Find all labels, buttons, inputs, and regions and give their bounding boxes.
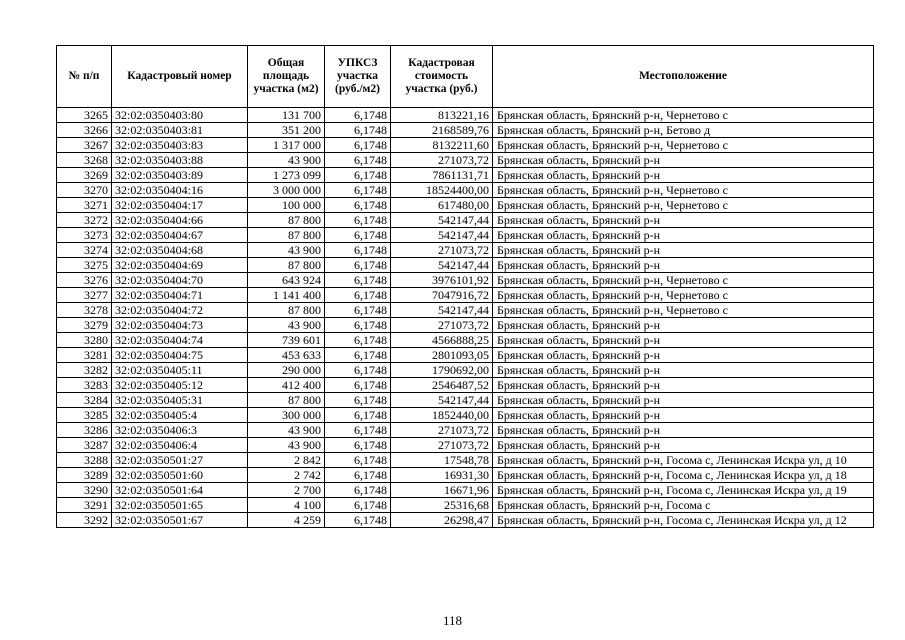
cadastral-value: 16671,96 — [391, 483, 493, 498]
row-number: 3275 — [57, 258, 112, 273]
table-row — [57, 228, 874, 243]
row-number: 3292 — [57, 513, 112, 528]
area-value: 87 800 — [248, 228, 325, 243]
row-number: 3285 — [57, 408, 112, 423]
table-row — [57, 153, 874, 168]
location: Брянская область, Брянский р-н — [493, 228, 874, 243]
cadastral-number: 32:02:0350404:69 — [112, 258, 248, 273]
table-row — [57, 348, 874, 363]
cadastral-value: 1790692,00 — [391, 363, 493, 378]
row-number: 3277 — [57, 288, 112, 303]
location: Брянская область, Брянский р-н — [493, 153, 874, 168]
area-value: 4 259 — [248, 513, 325, 528]
area-value: 43 900 — [248, 423, 325, 438]
row-number: 3267 — [57, 138, 112, 153]
table-row — [57, 483, 874, 498]
row-number: 3286 — [57, 423, 112, 438]
area-value: 100 000 — [248, 198, 325, 213]
header-area: Общая площадь участка (м2) — [248, 46, 325, 108]
location: Брянская область, Брянский р-н — [493, 243, 874, 258]
upksz-value: 6,1748 — [325, 123, 391, 138]
area-value: 2 842 — [248, 453, 325, 468]
cadastral-value: 17548,78 — [391, 453, 493, 468]
cadastral-value: 542147,44 — [391, 258, 493, 273]
row-number: 3278 — [57, 303, 112, 318]
header-location: Местоположение — [493, 46, 874, 108]
table-row — [57, 183, 874, 198]
area-value: 43 900 — [248, 318, 325, 333]
row-number: 3290 — [57, 483, 112, 498]
upksz-value: 6,1748 — [325, 333, 391, 348]
upksz-value: 6,1748 — [325, 408, 391, 423]
location: Брянская область, Брянский р-н — [493, 333, 874, 348]
upksz-value: 6,1748 — [325, 153, 391, 168]
row-number: 3281 — [57, 348, 112, 363]
location: Брянская область, Брянский р-н, Чернетово с — [493, 198, 874, 213]
location: Брянская область, Брянский р-н, Госома с — [493, 498, 874, 513]
upksz-value: 6,1748 — [325, 423, 391, 438]
area-value: 1 273 099 — [248, 168, 325, 183]
table-row — [57, 468, 874, 483]
area-value: 43 900 — [248, 153, 325, 168]
upksz-value: 6,1748 — [325, 393, 391, 408]
cadastral-value: 542147,44 — [391, 213, 493, 228]
cadastral-value: 271073,72 — [391, 423, 493, 438]
table-row — [57, 303, 874, 318]
upksz-value: 6,1748 — [325, 198, 391, 213]
cadastral-number: 32:02:0350403:88 — [112, 153, 248, 168]
upksz-value: 6,1748 — [325, 348, 391, 363]
location: Брянская область, Брянский р-н — [493, 378, 874, 393]
cadastral-value: 617480,00 — [391, 198, 493, 213]
upksz-value: 6,1748 — [325, 183, 391, 198]
location: Брянская область, Брянский р-н, Госома с, Ленинская Искра ул, д 12 — [493, 513, 874, 528]
row-number: 3268 — [57, 153, 112, 168]
location: Брянская область, Брянский р-н, Чернетово с — [493, 183, 874, 198]
row-number: 3266 — [57, 123, 112, 138]
row-number: 3274 — [57, 243, 112, 258]
upksz-value: 6,1748 — [325, 108, 391, 123]
cadastral-value: 8132211,60 — [391, 138, 493, 153]
upksz-value: 6,1748 — [325, 513, 391, 528]
table-row — [57, 273, 874, 288]
location: Брянская область, Брянский р-н — [493, 258, 874, 273]
upksz-value: 6,1748 — [325, 288, 391, 303]
location: Брянская область, Брянский р-н, Госома с, Ленинская Искра ул, д 18 — [493, 468, 874, 483]
area-value: 2 742 — [248, 468, 325, 483]
table-row — [57, 198, 874, 213]
cadastral-number: 32:02:0350501:65 — [112, 498, 248, 513]
upksz-value: 6,1748 — [325, 273, 391, 288]
cadastral-number: 32:02:0350405:12 — [112, 378, 248, 393]
upksz-value: 6,1748 — [325, 213, 391, 228]
table-row — [57, 318, 874, 333]
table-row — [57, 333, 874, 348]
row-number: 3288 — [57, 453, 112, 468]
cadastral-number: 32:02:0350501:67 — [112, 513, 248, 528]
cadastral-value: 542147,44 — [391, 228, 493, 243]
upksz-value: 6,1748 — [325, 378, 391, 393]
area-value: 87 800 — [248, 303, 325, 318]
cadastral-value: 2546487,52 — [391, 378, 493, 393]
table-row — [57, 363, 874, 378]
area-value: 2 700 — [248, 483, 325, 498]
cadastral-number: 32:02:0350403:80 — [112, 108, 248, 123]
row-number: 3284 — [57, 393, 112, 408]
cadastral-number: 32:02:0350404:71 — [112, 288, 248, 303]
table-row — [57, 168, 874, 183]
row-number: 3291 — [57, 498, 112, 513]
cadastral-number: 32:02:0350404:74 — [112, 333, 248, 348]
location: Брянская область, Брянский р-н — [493, 168, 874, 183]
row-number: 3270 — [57, 183, 112, 198]
header-upksz: УПКСЗ участка (руб./м2) — [325, 46, 391, 108]
cadastral-number: 32:02:0350404:73 — [112, 318, 248, 333]
location: Брянская область, Брянский р-н — [493, 348, 874, 363]
location: Брянская область, Брянский р-н, Чернетово с — [493, 303, 874, 318]
area-value: 1 317 000 — [248, 138, 325, 153]
location: Брянская область, Брянский р-н, Чернетово с — [493, 273, 874, 288]
area-value: 351 200 — [248, 123, 325, 138]
area-value: 87 800 — [248, 213, 325, 228]
cadastral-value: 7861131,71 — [391, 168, 493, 183]
area-value: 453 633 — [248, 348, 325, 363]
header-cadastral-number: Кадастровый номер — [112, 46, 248, 108]
cadastral-number: 32:02:0350403:83 — [112, 138, 248, 153]
row-number: 3276 — [57, 273, 112, 288]
location: Брянская область, Брянский р-н, Госома с, Ленинская Искра ул, д 19 — [493, 483, 874, 498]
cadastral-number: 32:02:0350501:27 — [112, 453, 248, 468]
cadastral-value: 7047916,72 — [391, 288, 493, 303]
location: Брянская область, Брянский р-н, Госома с, Ленинская Искра ул, д 10 — [493, 453, 874, 468]
location: Брянская область, Брянский р-н — [493, 213, 874, 228]
page-number: 118 — [442, 613, 463, 628]
row-number: 3273 — [57, 228, 112, 243]
area-value: 412 400 — [248, 378, 325, 393]
cadastral-number: 32:02:0350404:75 — [112, 348, 248, 363]
table-row — [57, 258, 874, 273]
table-row — [57, 288, 874, 303]
area-value: 300 000 — [248, 408, 325, 423]
row-number: 3279 — [57, 318, 112, 333]
upksz-value: 6,1748 — [325, 483, 391, 498]
table-row — [57, 408, 874, 423]
cadastral-value: 16931,30 — [391, 468, 493, 483]
cadastral-value: 3976101,92 — [391, 273, 493, 288]
row-number: 3265 — [57, 108, 112, 123]
location: Брянская область, Брянский р-н — [493, 318, 874, 333]
area-value: 87 800 — [248, 258, 325, 273]
table-row — [57, 123, 874, 138]
area-value: 43 900 — [248, 438, 325, 453]
cadastral-number: 32:02:0350404:67 — [112, 228, 248, 243]
table-row — [57, 213, 874, 228]
location: Брянская область, Брянский р-н — [493, 363, 874, 378]
location: Брянская область, Брянский р-н, Чернетово с — [493, 108, 874, 123]
location: Брянская область, Брянский р-н — [493, 423, 874, 438]
location: Брянская область, Брянский р-н, Бетово д — [493, 123, 874, 138]
area-value: 290 000 — [248, 363, 325, 378]
cadastral-number: 32:02:0350405:4 — [112, 408, 248, 423]
row-number: 3280 — [57, 333, 112, 348]
upksz-value: 6,1748 — [325, 438, 391, 453]
cadastral-value: 271073,72 — [391, 318, 493, 333]
row-number: 3283 — [57, 378, 112, 393]
cadastral-number: 32:02:0350501:64 — [112, 483, 248, 498]
table-row — [57, 438, 874, 453]
row-number: 3282 — [57, 363, 112, 378]
table-row — [57, 138, 874, 153]
cadastral-number: 32:02:0350403:81 — [112, 123, 248, 138]
cadastral-number: 32:02:0350404:17 — [112, 198, 248, 213]
cadastral-number: 32:02:0350404:72 — [112, 303, 248, 318]
cadastral-value: 271073,72 — [391, 438, 493, 453]
table-row — [57, 393, 874, 408]
upksz-value: 6,1748 — [325, 303, 391, 318]
cadastral-value: 542147,44 — [391, 303, 493, 318]
upksz-value: 6,1748 — [325, 468, 391, 483]
cadastral-value: 2168589,76 — [391, 123, 493, 138]
row-number: 3271 — [57, 198, 112, 213]
table-row — [57, 453, 874, 468]
cadastral-number: 32:02:0350501:60 — [112, 468, 248, 483]
upksz-value: 6,1748 — [325, 318, 391, 333]
location: Брянская область, Брянский р-н, Чернетово с — [493, 288, 874, 303]
cadastral-value: 25316,68 — [391, 498, 493, 513]
location: Брянская область, Брянский р-н — [493, 393, 874, 408]
cadastral-table — [56, 45, 874, 528]
area-value: 1 141 400 — [248, 288, 325, 303]
area-value: 643 924 — [248, 273, 325, 288]
header-num: № п/п — [57, 46, 112, 108]
cadastral-number: 32:02:0350405:11 — [112, 363, 248, 378]
upksz-value: 6,1748 — [325, 453, 391, 468]
cadastral-number: 32:02:0350404:70 — [112, 273, 248, 288]
header-cadastral-value: Кадастровая стоимость участка (руб.) — [391, 46, 493, 108]
upksz-value: 6,1748 — [325, 243, 391, 258]
table-row — [57, 108, 874, 123]
upksz-value: 6,1748 — [325, 258, 391, 273]
area-value: 131 700 — [248, 108, 325, 123]
location: Брянская область, Брянский р-н — [493, 408, 874, 423]
cadastral-number: 32:02:0350403:89 — [112, 168, 248, 183]
cadastral-value: 26298,47 — [391, 513, 493, 528]
area-value: 43 900 — [248, 243, 325, 258]
row-number: 3272 — [57, 213, 112, 228]
table-row — [57, 243, 874, 258]
cadastral-value: 271073,72 — [391, 153, 493, 168]
table-row — [57, 423, 874, 438]
cadastral-number: 32:02:0350404:66 — [112, 213, 248, 228]
table-row — [57, 513, 874, 528]
cadastral-value: 542147,44 — [391, 393, 493, 408]
upksz-value: 6,1748 — [325, 228, 391, 243]
cadastral-number: 32:02:0350405:31 — [112, 393, 248, 408]
cadastral-value: 1852440,00 — [391, 408, 493, 423]
location: Брянская область, Брянский р-н — [493, 438, 874, 453]
area-value: 3 000 000 — [248, 183, 325, 198]
cadastral-value: 813221,16 — [391, 108, 493, 123]
table-row — [57, 498, 874, 513]
upksz-value: 6,1748 — [325, 498, 391, 513]
row-number: 3269 — [57, 168, 112, 183]
cadastral-value: 4566888,25 — [391, 333, 493, 348]
upksz-value: 6,1748 — [325, 363, 391, 378]
cadastral-number: 32:02:0350404:68 — [112, 243, 248, 258]
upksz-value: 6,1748 — [325, 168, 391, 183]
cadastral-value: 18524400,00 — [391, 183, 493, 198]
area-value: 87 800 — [248, 393, 325, 408]
location: Брянская область, Брянский р-н, Чернетово с — [493, 138, 874, 153]
cadastral-value: 2801093,05 — [391, 348, 493, 363]
row-number: 3289 — [57, 468, 112, 483]
area-value: 739 601 — [248, 333, 325, 348]
upksz-value: 6,1748 — [325, 138, 391, 153]
cadastral-number: 32:02:0350406:3 — [112, 423, 248, 438]
area-value: 4 100 — [248, 498, 325, 513]
cadastral-number: 32:02:0350404:16 — [112, 183, 248, 198]
table-row — [57, 378, 874, 393]
cadastral-number: 32:02:0350406:4 — [112, 438, 248, 453]
cadastral-value: 271073,72 — [391, 243, 493, 258]
row-number: 3287 — [57, 438, 112, 453]
table-header-row — [57, 46, 874, 108]
